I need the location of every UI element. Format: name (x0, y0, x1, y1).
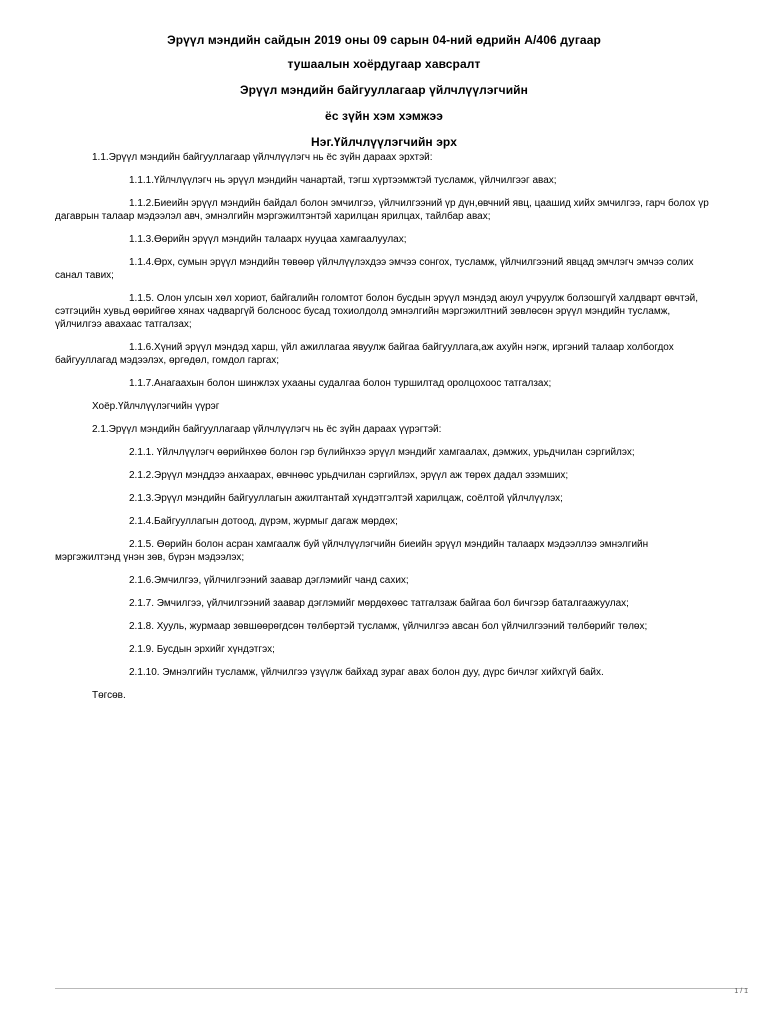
page-number: 1 / 1 (734, 988, 748, 995)
paragraph: 2.1.6.Эмчилгээ, үйлчилгээний заавар дэглэмийг чанд сахих; (129, 575, 409, 586)
paragraph: 2.1.7. Эмчилгээ, үйлчилгээний заавар дэглэмийг мөрдөхөөс татгалзаж байгаа бол бичгээр баталгаажуулах; (129, 598, 629, 609)
paragraph: 2.1.9. Бусдын эрхийг хүндэтгэх; (129, 644, 275, 655)
paragraph: 2.1.4.Байгууллагын дотоод, дүрэм, журмыг дагаж мөрдөх; (129, 516, 398, 527)
paragraph: 1.1.5. Олон улсын хөл хориот, байгалийн голомтот болон бусдын эрүүл мэндэд аюул учруулж болзошгүй халдварт өвчтэй, сэтгэцийн хувьд өөрийгөө хянах чадваргүй болсноос бусад тохиолдолд эмнэлгийн мэргэжилтний зөвлөсөн эрүүл мэндийн тусламж, үйлчилгээ авахаас татгалзах; (55, 293, 699, 330)
paragraph: 1.1.6.Хүний эрүүл мэндэд харш, үйл ажиллагаа явуулж байгаа байгууллага,аж ахуйн нэгж, иргэний талаар холбогдох байгууллагад мэдээлэх, өргөдөл, гомдол гаргах; (55, 342, 674, 366)
section-two-heading: Хоёр.Үйлчлүүлэгчийн үүрэг (92, 401, 220, 412)
paragraph: 1.1.2.Биеийн эрүүл мэндийн байдал болон эмчилгээ, үйлчилгээний үр дүн,өвчний явц, цаашид хийх эмчилгээ, гарч болох үр дагаврын талаар мэдээлэл авч, эмнэлгийн мэргэжилтэнтэй харилцан ярилцах, тайлбар авах; (55, 198, 709, 222)
document-end-marker: Төгсөв. (92, 690, 126, 701)
paragraph: 2.1.5. Өөрийн болон асран хамгаалж буй үйлчлүүлэгчийн биеийн эрүүл мэндийн талаарх мэдээллээ эмнэлгийн мэргэжилтэнд үнэн зөв, бүрэн мэдээлэх; (55, 539, 649, 563)
paragraph: 1.1.7.Анагаахын болон шинжлэх ухааны судалгаа болон туршилтад оролцохоос татгалзах; (129, 378, 552, 389)
paragraph: 2.1.Эрүүл мэндийн байгууллагаар үйлчлүүлэгч нь ёс зүйн дараах үүрэгтэй: (92, 424, 442, 435)
appendix-title: тушаалын хоёрдугаар хавсралт (287, 57, 481, 71)
document-title-line-1: Эрүүл мэндийн байгууллагаар үйлчлүүлэгчийн (239, 83, 529, 97)
paragraph: 2.1.1. Үйлчлүүлэгч өөрийнхөө болон гэр бүлийнхээ эрүүл мэндийг хамгаалах, дэмжих, урьдчилан сэргийлэх; (129, 447, 635, 458)
paragraph: 2.1.10. Эмнэлгийн тусламж, үйлчилгээ үзүүлж байхад зураг авах болон дуу, дүрс бичлэг хийхгүй байх. (129, 667, 604, 678)
paragraph: 1.1.4.Өрх, сумын эрүүл мэндийн төвөөр үйлчлүүлэхдээ эмчээ сонгох, тусламж, үйлчилгээний явцад эмчлэгч эмчээ солих санал тавих; (55, 257, 694, 281)
order-reference-title: Эрүүл мэндийн сайдын 2019 оны 09 сарын 04-ний өдрийн А/406 дугаар (167, 33, 601, 47)
paragraph: 1.1.1.Үйлчлүүлэгч нь эрүүл мэндийн чанартай, тэгш хүртээмжтэй тусламж, үйлчилгээг авах; (129, 175, 557, 186)
paragraph: 2.1.8. Хууль, журмаар зөвшөөрөгдсөн төлбөртэй тусламж, үйлчилгээ авсан бол үйлчилгээний төлбөрийг төлөх; (129, 621, 648, 632)
paragraph: 1.1.3.Өөрийн эрүүл мэндийн талаарх нууцаа хамгаалуулах; (129, 234, 407, 245)
document-header (0, 33, 768, 161)
footer-divider (55, 988, 748, 989)
document-title-line-2: ёс зүйн хэм хэмжээ (325, 109, 443, 123)
paragraph: 2.1.2.Эрүүл мэнддээ анхаарах, өвчнөөс урьдчилан сэргийлэх, эрүүл аж төрөх дадал эзэмших; (129, 470, 569, 481)
section-one-heading: Нэг.Үйлчлүүлэгчийн эрх (311, 135, 457, 149)
paragraph: 1.1.Эрүүл мэндийн байгууллагаар үйлчлүүлэгч нь ёс зүйн дараах эрхтэй: (92, 152, 433, 163)
paragraph: 2.1.3.Эрүүл мэндийн байгууллагын ажилтантай хүндэтгэлтэй харилцаж, соёлтой үйлчлүүлэх; (129, 493, 563, 504)
document-body (55, 151, 715, 712)
